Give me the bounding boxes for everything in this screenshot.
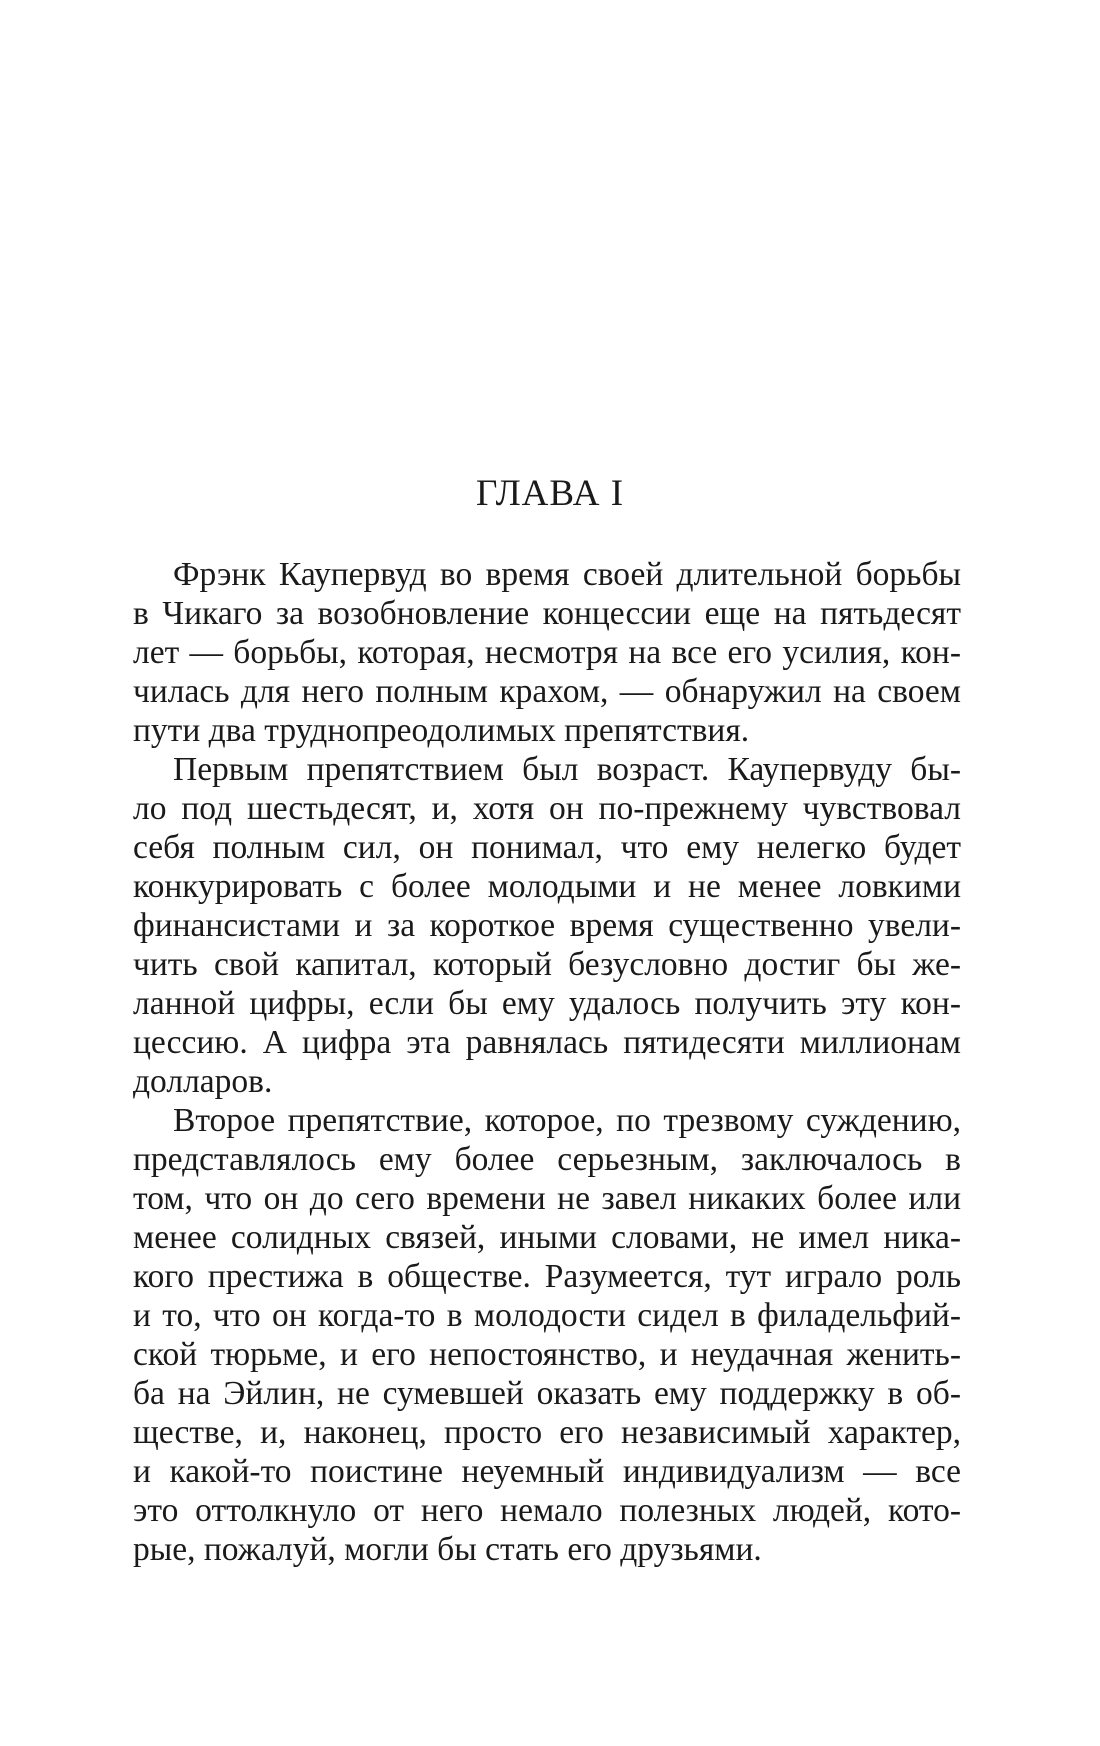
text-line: менее солидных связей, иными словами, не имел ника- — [133, 1219, 961, 1256]
paragraph-2 — [133, 750, 961, 1101]
text-line: ществе, и, наконец, просто его независимый характер, — [133, 1414, 961, 1451]
chapter-title: ГЛАВА I — [475, 473, 625, 514]
text-line: рые, пожалуй, могли бы стать его друзьями. — [133, 1531, 762, 1568]
text-line: лет — борьбы, которая, несмотря на все его усилия, кон- — [133, 634, 961, 671]
text-line: Первым препятствием был возраст. Каупервуду бы- — [173, 751, 961, 788]
chapter-text — [133, 555, 961, 1569]
text-line: финансистами и за короткое время существенно увели- — [133, 907, 961, 944]
text-line: ланной цифры, если бы ему удалось получить эту кон- — [133, 985, 961, 1022]
text-line: ло под шестьдесят, и, хотя он по-прежнему чувствовал — [133, 790, 961, 827]
text-line: представлялось ему более серьезным, заключалось в — [133, 1141, 961, 1178]
text-line: ба на Эйлин, не сумевшей оказать ему поддержку в об- — [133, 1375, 961, 1412]
text-line: чить свой капитал, который безусловно достиг бы же- — [133, 946, 961, 983]
paragraph-1 — [133, 555, 961, 750]
text-line: пути два труднопреодолимых препятствия. — [133, 712, 750, 749]
text-line: и то, что он когда-то в молодости сидел в филадельфий- — [133, 1297, 961, 1334]
text-line: том, что он до сего времени не завел никаких более или — [133, 1180, 961, 1217]
text-line: долларов. — [133, 1063, 273, 1100]
paragraph-3 — [133, 1101, 961, 1569]
text-line: кого престижа в обществе. Разумеется, тут играло роль — [133, 1258, 961, 1295]
text-line: себя полным сил, он понимал, что ему нелегко будет — [133, 829, 961, 866]
text-line: конкурировать с более молодыми и не менее ловкими — [133, 868, 961, 905]
text-line: Второе препятствие, которое, по трезвому суждению, — [173, 1102, 961, 1139]
text-line: и какой-то поистине неуемный индивидуализм — все — [133, 1453, 961, 1490]
text-line: чилась для него полным крахом, — обнаружил на своем — [133, 673, 961, 710]
text-line: цессию. А цифра эта равнялась пятидесяти миллионам — [133, 1024, 961, 1061]
text-line: это оттолкнуло от него немало полезных людей, кото- — [133, 1492, 961, 1529]
text-line: в Чикаго за возобновление концессии еще на пятьдесят — [133, 595, 961, 632]
text-line: ской тюрьме, и его непостоянство, и неудачная женить- — [133, 1336, 961, 1373]
text-line: Фрэнк Каупервуд во время своей длительной борьбы — [173, 556, 961, 593]
